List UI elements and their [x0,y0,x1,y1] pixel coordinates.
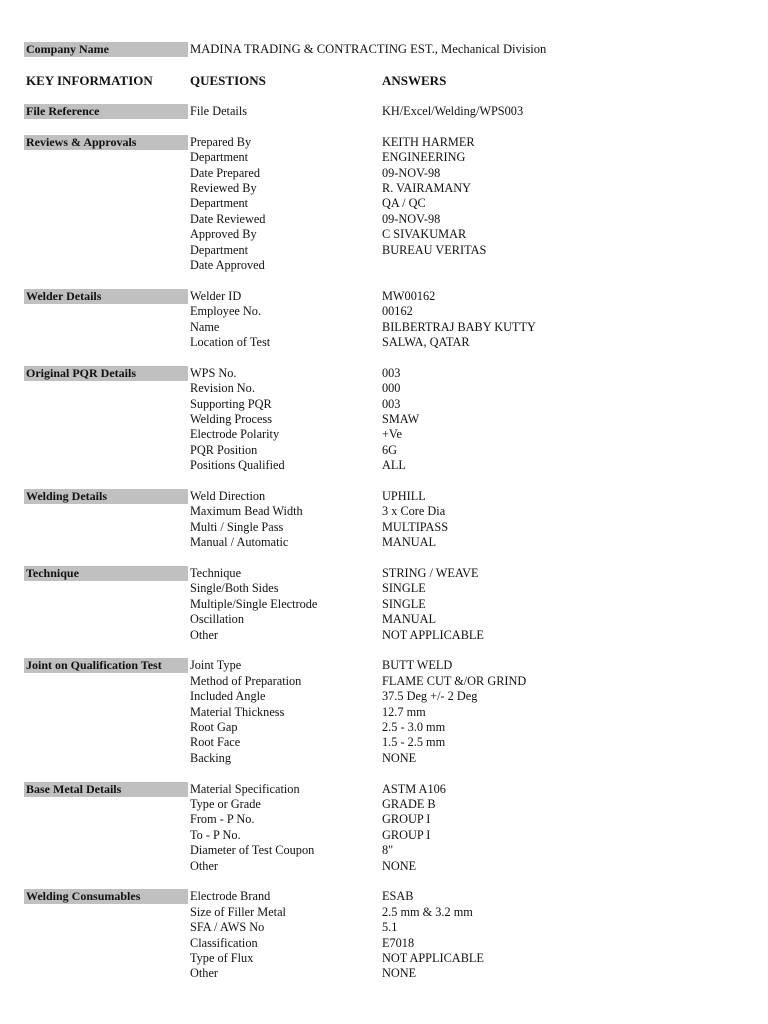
table-row [0,751,768,766]
answer-cell: MANUAL [382,535,436,549]
table-row [0,535,768,550]
table-row [0,966,768,981]
question-cell: Other [190,859,218,873]
question-cell: Technique [190,566,242,580]
answer-cell: 1.5 - 2.5 mm [382,735,446,749]
answer-cell: C SIVAKUMAR [382,227,467,241]
question-cell: Weld Direction [190,489,266,503]
answer-cell: SINGLE [382,597,426,611]
table-row [0,104,768,119]
table-row [0,782,768,797]
section-title: File Reference [26,104,100,118]
section-label-cell [24,658,188,673]
table-row [0,243,768,258]
table-row [0,735,768,750]
table-row [0,581,768,596]
answer-cell: ESAB [382,889,414,903]
section-title: Reviews & Approvals [26,135,137,149]
question-cell: Root Face [190,735,241,749]
table-row [0,320,768,335]
table-row [0,181,768,196]
answer-cell: KEITH HARMER [382,135,475,149]
table-row [0,150,768,165]
table-row [0,597,768,612]
table-row [0,828,768,843]
header-row [0,73,768,88]
table-row [0,289,768,304]
answer-cell: NONE [382,751,417,765]
answer-cell: 12.7 mm [382,705,426,719]
table-row [0,720,768,735]
question-cell: Prepared By [190,135,252,149]
section-title: Joint on Qualification Test [26,658,162,672]
company-label: Company Name [26,42,109,56]
question-cell: Employee No. [190,304,262,318]
question-cell: Material Thickness [190,705,285,719]
answer-cell: KH/Excel/Welding/WPS003 [382,104,524,118]
table-row [0,304,768,319]
section-label-cell [24,135,188,150]
table-row [0,166,768,181]
answer-cell: STRING / WEAVE [382,566,479,580]
answer-cell: +Ve [382,427,402,441]
section-title: Welder Details [26,289,102,303]
question-cell: Single/Both Sides [190,581,279,595]
question-cell: Type or Grade [190,797,261,811]
answer-cell: GRADE B [382,797,436,811]
answer-cell: 5.1 [382,920,398,934]
table-row [0,797,768,812]
answer-cell: ENGINEERING [382,150,466,164]
question-cell: Positions Qualified [190,458,285,472]
key-information-header: KEY INFORMATION [26,73,153,88]
table-row [0,397,768,412]
table-row [0,135,768,150]
table-row [0,674,768,689]
question-cell: Approved By [190,227,257,241]
question-cell: Other [190,628,218,642]
answer-cell: GROUP I [382,828,431,842]
company-label-cell [24,42,188,57]
answer-cell: NOT APPLICABLE [382,628,484,642]
question-cell: Other [190,966,218,980]
section-label-cell [24,566,188,581]
section-label-cell [24,289,188,304]
answer-cell: R. VAIRAMANY [382,181,472,195]
table-row [0,951,768,966]
table-row [0,258,768,273]
table-row [0,936,768,951]
question-cell: Joint Type [190,658,242,672]
answer-cell: 2.5 mm & 3.2 mm [382,905,473,919]
answer-cell: SINGLE [382,581,426,595]
table-row [0,412,768,427]
answer-cell [382,258,762,273]
answer-cell: 6G [382,443,398,457]
company-name: MADINA TRADING & CONTRACTING EST., Mechanical Division [190,42,547,56]
question-cell: Department [190,150,249,164]
answer-cell: NOT APPLICABLE [382,951,484,965]
answer-cell: BUREAU VERITAS [382,243,487,257]
question-cell: Included Angle [190,689,266,703]
answer-cell: SMAW [382,412,420,426]
question-cell: File Details [190,104,248,118]
answer-cell: MANUAL [382,612,436,626]
question-cell: Department [190,196,249,210]
section-title: Base Metal Details [26,782,122,796]
answer-cell: FLAME CUT &/OR GRIND [382,674,527,688]
question-cell: Material Specification [190,782,300,796]
answer-cell: E7018 [382,936,415,950]
answers-header: ANSWERS [382,73,447,88]
answer-cell: 000 [382,381,401,395]
question-cell: Method of Preparation [190,674,302,688]
table-row [0,458,768,473]
table-row [0,920,768,935]
table-row [0,905,768,920]
question-cell: Type of Flux [190,951,254,965]
question-cell: Root Gap [190,720,238,734]
section-label-cell [24,889,188,904]
question-cell: Department [190,243,249,257]
question-cell: Classification [190,936,258,950]
question-cell: Oscillation [190,612,244,626]
question-cell: Name [190,320,220,334]
table-row [0,566,768,581]
question-cell: SFA / AWS No [190,920,265,934]
table-row [0,335,768,350]
table-row [0,705,768,720]
section-title: Technique [26,566,79,580]
question-cell: PQR Position [190,443,258,457]
answer-cell: NONE [382,966,417,980]
answer-cell: 09-NOV-98 [382,212,441,226]
table-row [0,443,768,458]
question-cell: Welder ID [190,289,242,303]
section-label-cell [24,104,188,119]
question-cell: To - P No. [190,828,241,842]
question-cell: WPS No. [190,366,237,380]
answer-cell: 003 [382,366,401,380]
question-cell: Supporting PQR [190,397,272,411]
company-row [0,42,768,57]
question-cell: Reviewed By [190,181,257,195]
answer-cell: MW00162 [382,289,436,303]
table-row [0,196,768,211]
answer-cell: NONE [382,859,417,873]
table-row [0,520,768,535]
question-cell: From - P No. [190,812,255,826]
question-cell: Electrode Brand [190,889,271,903]
question-cell: Electrode Polarity [190,427,280,441]
question-cell: Revision No. [190,381,255,395]
table-row [0,689,768,704]
section-label-cell [24,489,188,504]
answer-cell: 09-NOV-98 [382,166,441,180]
table-row [0,504,768,519]
question-cell: Welding Process [190,412,273,426]
question-cell: Manual / Automatic [190,535,289,549]
answer-cell: ASTM A106 [382,782,446,796]
question-cell: Diameter of Test Coupon [190,843,315,857]
question-cell: Multiple/Single Electrode [190,597,318,611]
question-cell: Date Prepared [190,166,260,180]
answer-cell: BUTT WELD [382,658,453,672]
answer-cell: UPHILL [382,489,426,503]
answer-cell: 00162 [382,304,413,318]
answer-cell: ALL [382,458,406,472]
table-row [0,227,768,242]
section-label-cell [24,366,188,381]
answer-cell: 8" [382,843,394,857]
table-row [0,889,768,904]
answer-cell: GROUP I [382,812,431,826]
answer-cell: 2.5 - 3.0 mm [382,720,446,734]
question-cell: Location of Test [190,335,271,349]
answer-cell: 37.5 Deg +/- 2 Deg [382,689,478,703]
answer-cell: BILBERTRAJ BABY KUTTY [382,320,536,334]
answer-cell: SALWA, QATAR [382,335,470,349]
question-cell: Maximum Bead Width [190,504,303,518]
questions-header: QUESTIONS [190,73,266,88]
question-cell: Multi / Single Pass [190,520,284,534]
table-row [0,489,768,504]
answer-cell: 3 x Core Dia [382,504,446,518]
table-row [0,843,768,858]
question-cell: Date Approved [190,258,265,272]
question-cell: Size of Filler Metal [190,905,286,919]
answer-cell: QA / QC [382,196,426,210]
question-cell: Backing [190,751,231,765]
section-label-cell [24,782,188,797]
table-row [0,427,768,442]
table-row [0,612,768,627]
answer-cell: MULTIPASS [382,520,449,534]
section-title: Welding Consumables [26,889,141,903]
table-row [0,628,768,643]
table-row [0,366,768,381]
table-row [0,212,768,227]
section-title: Welding Details [26,489,108,503]
section-title: Original PQR Details [26,366,136,380]
answer-cell: 003 [382,397,401,411]
table-row [0,658,768,673]
table-row [0,859,768,874]
table-row [0,381,768,396]
question-cell: Date Reviewed [190,212,266,226]
table-row [0,812,768,827]
